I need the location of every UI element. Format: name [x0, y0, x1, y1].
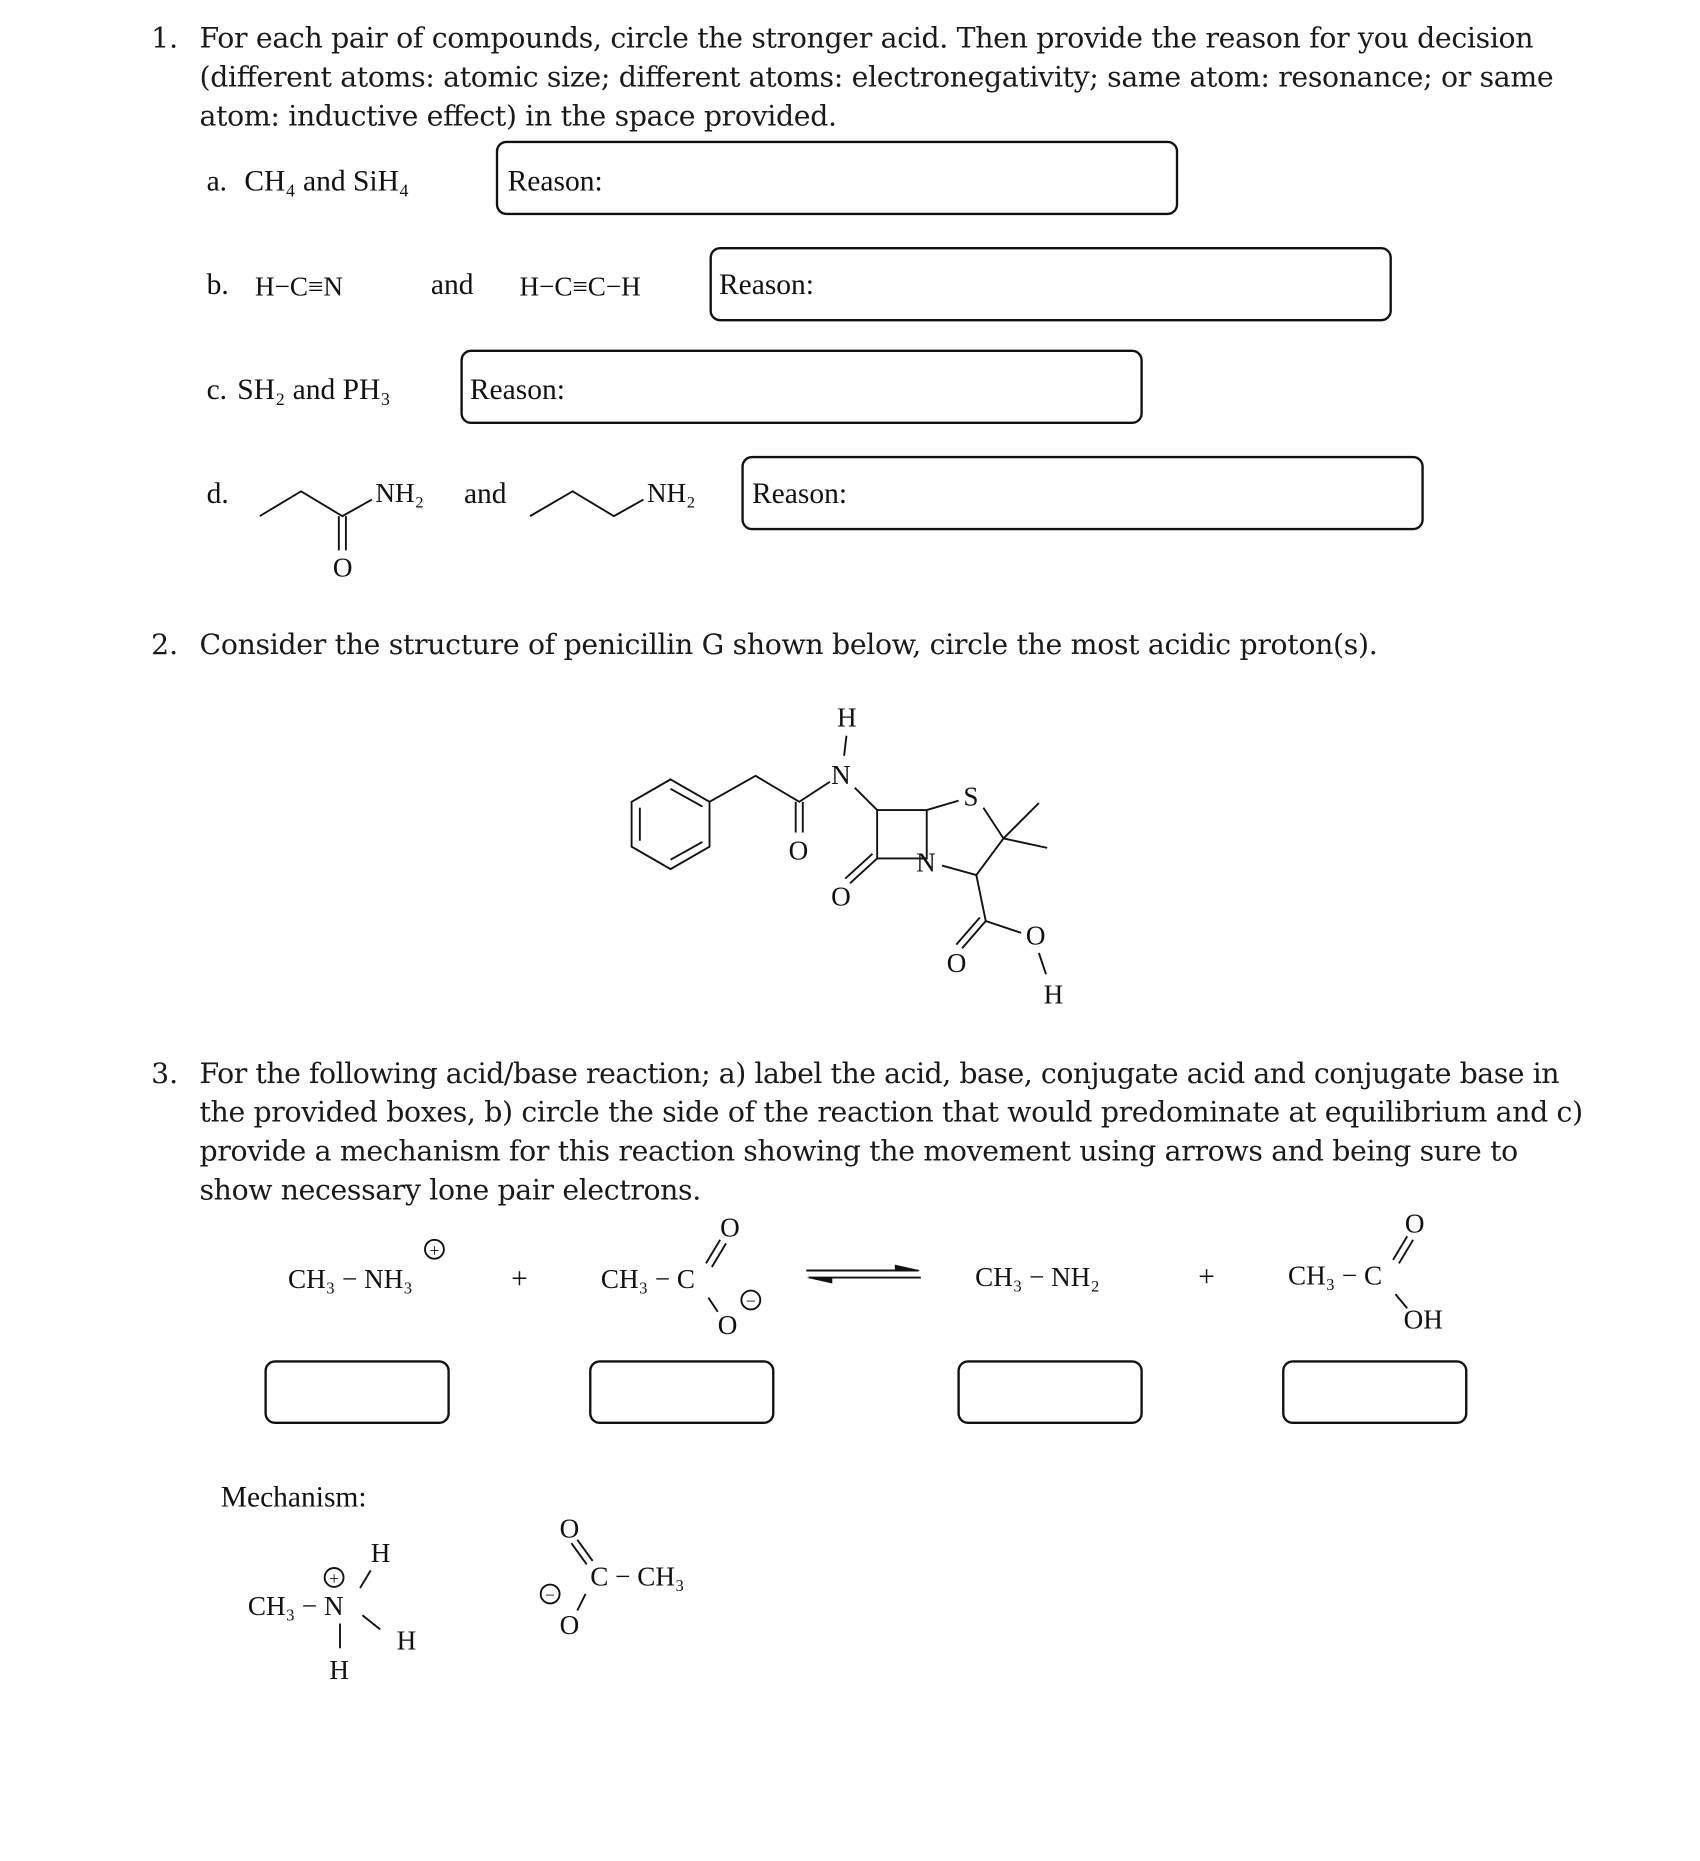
hcn-formula: H−C≡N: [255, 271, 343, 302]
ch3-n: CH₃ − N: [247, 1591, 344, 1622]
positive-charge-icon: +: [429, 1240, 440, 1261]
oxygen-atom: O: [1404, 1208, 1425, 1239]
question-1: [151, 21, 1554, 582]
methylamine: CH₃ − NH₂: [975, 1261, 1100, 1292]
part-c-label: c.: [206, 374, 228, 407]
question-number: 3.: [151, 1056, 179, 1090]
part-a-compounds: CH₄ and SiH₄: [244, 165, 410, 198]
hydrogen-atom: H: [329, 1654, 349, 1685]
reason-label: Reason:: [752, 478, 848, 511]
negative-charge-icon: −: [745, 1291, 756, 1312]
oxygen-atom: O: [946, 947, 967, 978]
nitrogen-atom: N: [831, 760, 851, 791]
plus-sign: +: [511, 1263, 528, 1296]
label-box-conjugate-acid[interactable]: [1283, 1361, 1466, 1422]
positive-charge-icon: +: [329, 1568, 340, 1589]
question-text-line: For each pair of compounds, circle the stronger acid. Then provide the reason for you decision: [199, 21, 1534, 55]
mechanism-label: Mechanism:: [220, 1481, 367, 1514]
hydrogen-atom: H: [396, 1625, 417, 1656]
part-d-label: d.: [206, 478, 229, 511]
oxygen-atom: O: [559, 1610, 580, 1641]
oxygen-atom: O: [332, 552, 353, 583]
reaction-equation: [288, 1209, 1443, 1341]
oxygen-atom: O: [720, 1212, 740, 1243]
and-text: and: [430, 269, 474, 302]
question-text-line: For the following acid/base reaction; a) label the acid, base, conjugate acid and conjugate base in: [199, 1056, 1560, 1090]
question-number: 1.: [151, 21, 179, 55]
propylamine-structure: [530, 478, 696, 516]
c-ch3: C − CH₃: [590, 1561, 685, 1592]
question-text: Consider the structure of penicillin G shown below, circle the most acidic proton(s).: [199, 628, 1378, 662]
label-box-base[interactable]: [590, 1361, 773, 1422]
label-box-acid[interactable]: [266, 1361, 449, 1422]
methylammonium: CH₃ − NH₃: [288, 1264, 413, 1295]
reason-label: Reason:: [469, 374, 565, 407]
propanamide-structure: [260, 478, 424, 582]
part-a-label: a.: [206, 165, 228, 198]
part-b-label: b.: [206, 269, 229, 302]
question-3: [151, 1057, 1583, 1685]
hydroxyl-group: OH: [1403, 1304, 1443, 1335]
sulfur-atom: S: [963, 781, 979, 812]
acidic-hydrogen-atom[interactable]: H: [1043, 979, 1064, 1010]
question-text-line: (different atoms: atomic size; different atoms: electronegativity; same atom: resonance; or same: [199, 60, 1554, 94]
nh2-group: NH₂: [375, 477, 425, 508]
reason-label: Reason:: [507, 165, 603, 198]
question-text-line: show necessary lone pair electrons.: [199, 1173, 702, 1207]
hydrogen-atom: H: [837, 702, 857, 733]
penicillin-g-structure: [632, 702, 1064, 1009]
question-2: [151, 628, 1378, 1009]
oxygen-atom: O: [788, 835, 809, 866]
oxygen-atom: O: [717, 1310, 738, 1341]
oxygen-atom: O: [831, 881, 851, 912]
plus-sign: +: [1198, 1260, 1215, 1293]
negative-charge-icon: −: [545, 1585, 556, 1606]
question-number: 2.: [151, 628, 179, 662]
nh2-group: NH₂: [646, 477, 696, 508]
mechanism-methylammonium: [248, 1538, 416, 1685]
reason-label: Reason:: [718, 269, 815, 302]
question-text-line: the provided boxes, b) circle the side of the reaction that would predominate at equilibrium and c): [199, 1095, 1584, 1129]
equilibrium-arrow: [806, 1265, 921, 1284]
nitrogen-atom: N: [916, 847, 936, 878]
question-text-line: atom: inductive effect) in the space provided.: [199, 99, 838, 133]
hydrogen-atom: H: [370, 1538, 391, 1569]
oxygen-atom: O: [559, 1513, 580, 1544]
acetate: CH₃ − C: [600, 1264, 696, 1295]
acetylene-formula: H−C≡C−H: [519, 271, 641, 302]
label-box-conjugate-base[interactable]: [959, 1361, 1142, 1422]
mechanism-acetate: [541, 1513, 685, 1640]
question-text-line: provide a mechanism for this reaction showing the movement using arrows and being sure to: [199, 1134, 1519, 1168]
and-text: and: [463, 478, 507, 511]
part-c-compounds: SH₂ and PH₃: [237, 374, 391, 407]
oxygen-atom: O: [1025, 920, 1046, 951]
acetic-acid: CH₃ − C: [1287, 1260, 1383, 1291]
